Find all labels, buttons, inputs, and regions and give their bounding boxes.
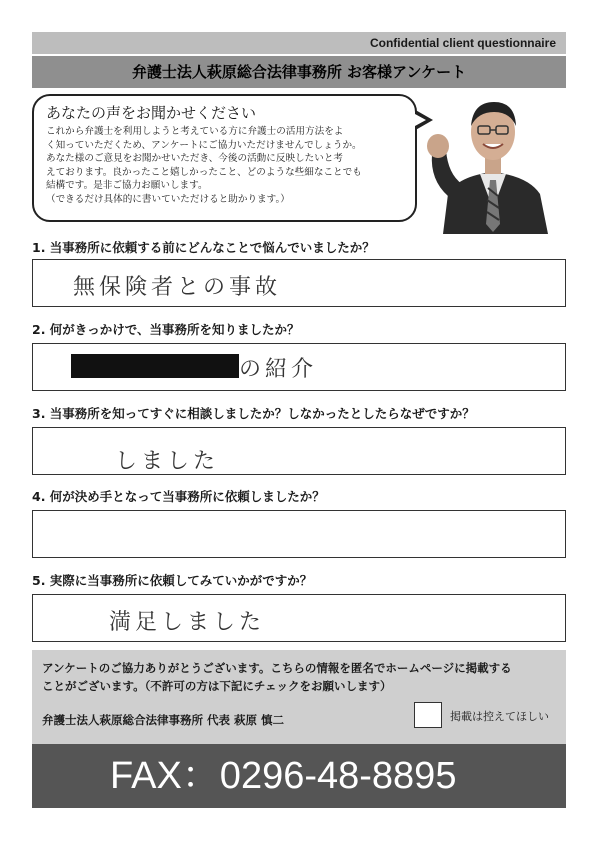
lawyer-photo <box>418 84 568 234</box>
question-5-answer-box <box>32 594 566 642</box>
intro-line: 結構です。是非ご協力お願いします。 <box>46 180 208 192</box>
intro-line: えております。良かったこと嬉しかったこと、どのような些細なことでも <box>46 166 362 178</box>
intro-line: これから弁護士を利用しようと考えている方に弁護士の活用方法をよ <box>46 126 344 137</box>
no-publish-label: 掲載は控えてほしい <box>450 710 549 723</box>
questionnaire-title: 弁護士法人萩原総合法律事務所 お客様アンケート <box>32 56 566 88</box>
question-2-label: 2. 何がきっかけで、当事務所を知りましたか？ <box>32 322 300 337</box>
question-3-answer: しました <box>115 449 220 474</box>
office-signature: 弁護士法人萩原総合法律事務所 代表 萩原 慎二 <box>42 713 285 727</box>
intro-line: あなた様のご意見をお聞かせいただき、今後の活動に反映したいと考 <box>46 153 344 165</box>
question-4-answer-box <box>32 510 566 558</box>
thanks-text: アンケートのご協力ありがとうございます。こちらの情報を匿名でホームページに掲載する <box>42 661 512 675</box>
question-3-label: 3. 当事務所を知ってすぐに相談しましたか？しなかったとしたらなぜですか？ <box>32 406 475 421</box>
footer-panel <box>32 650 566 744</box>
intro-heading: あなたの声をお聞かせください <box>46 104 257 122</box>
question-3-answer-box <box>32 427 566 475</box>
question-2-answer-box <box>32 343 566 391</box>
intro-line: （できるだけ具体的に書いていただけると助かります。） <box>46 193 290 205</box>
intro-bubble <box>32 94 417 222</box>
fax-number: FAX：0296-48-8895 <box>32 744 566 808</box>
no-publish-checkbox[interactable] <box>414 702 442 728</box>
thanks-text: ことがございます。（不許可の方は下記にチェックをお願いします） <box>42 679 392 693</box>
confidential-banner: Confidential client questionnaire <box>32 32 566 54</box>
question-1-label: 1. 当事務所に依頼する前にどんなことで悩んでいましたか？ <box>32 240 375 255</box>
question-5-answer: 満足しました <box>109 610 266 635</box>
intro-line: く知っていただくため、アンケートにご協力いただけませんでしょうか。 <box>46 139 362 151</box>
redaction-bar <box>71 354 239 378</box>
question-1-answer: 無保険者との事故 <box>73 275 282 300</box>
question-1-answer-box <box>32 259 566 307</box>
question-5-label: 5. 実際に当事務所に依頼してみていかがですか？ <box>32 573 313 588</box>
question-4-label: 4. 何が決め手となって当事務所に依頼しましたか？ <box>32 489 325 504</box>
question-2-answer: の紹介 <box>239 357 318 382</box>
